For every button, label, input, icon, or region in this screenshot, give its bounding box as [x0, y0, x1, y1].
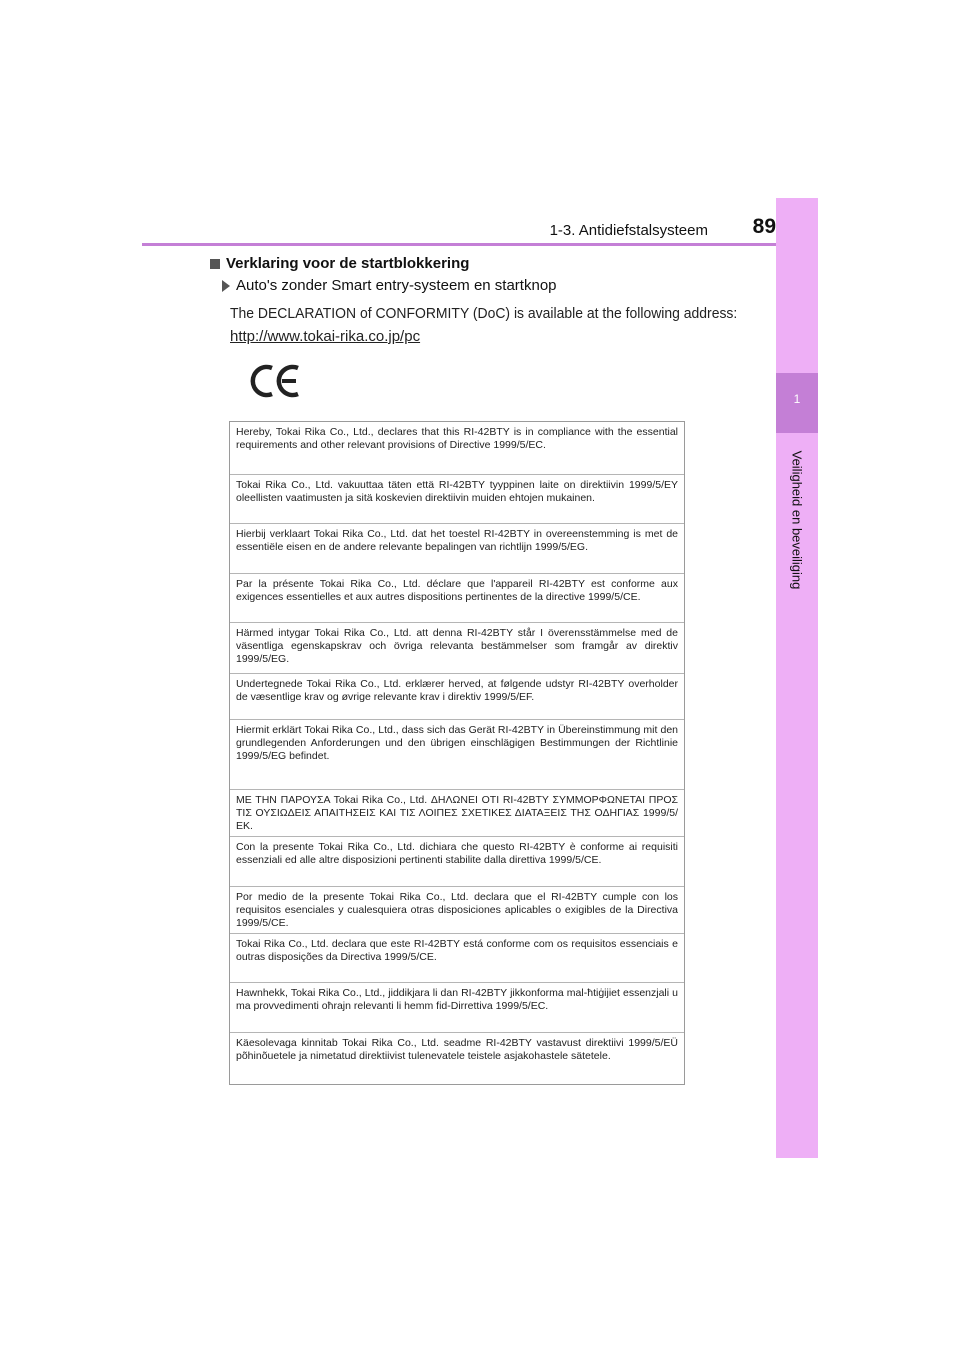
- declaration-es: Por medio de la presente Tokai Rika Co., Ltd. declara que el RI-42BTY cumple con los requisitos esenciales y cualesquiera otras disposiciones aplicables o exigibles de la Directiva 1999/5/CE.: [230, 886, 684, 933]
- declaration-mt: Hawnhekk, Tokai Rika Co., Ltd., jiddikjara li dan RI-42BTY jikkonforma mal-ħtiġijiet essenzjali u ma provvedimenti oħrajn relevanti li hemm fid-Dirrettiva 1999/5/EC.: [230, 982, 684, 1032]
- section-heading: [210, 255, 469, 272]
- declaration-fi: Tokai Rika Co., Ltd. vakuuttaa täten että RI-42BTY tyyppinen laite on direktiivin 1999/5/EY oleellisten vaatimusten ja sitä koskevien direktiivin muiden ehtojen mukainen.: [230, 474, 684, 523]
- chapter-label: Veiligheid en beveiliging: [789, 450, 805, 590]
- chapter-side-tab: [776, 198, 818, 1158]
- declaration-it: Con la presente Tokai Rika Co., Ltd. dichiara che questo RI-42BTY è conforme ai requisiti essenziali ed alle altre disposizioni pertinenti stabilite dalla direttiva 1999/5/CE.: [230, 836, 684, 886]
- declaration-nl: Hierbij verklaart Tokai Rika Co., Ltd. dat het toestel RI-42BTY in overeenstemming is met de essentiële eisen en de andere relevante bepalingen van richtlijn 1999/5/EG.: [230, 523, 684, 573]
- subheading-text: Auto's zonder Smart entry-systeem en startknop: [236, 277, 557, 294]
- doc-url-link[interactable]: http://www.tokai-rika.co.jp/pc: [230, 328, 421, 345]
- page-number: 89: [752, 215, 776, 238]
- arrow-right-icon: [222, 280, 230, 292]
- ce-mark-icon: [248, 362, 302, 400]
- declaration-de: Hiermit erklärt Tokai Rika Co., Ltd., dass sich das Gerät RI-42BTY in Übereinstimmung mit den grundlegenden Anforderungen und den übrigen einschlägigen Bestimmungen der Richtlinie 1999/5/EG befindet.: [230, 719, 684, 789]
- doc-statement: The DECLARATION of CONFORMITY (DoC) is available at the following address:: [230, 305, 738, 322]
- declaration-et: Käesolevaga kinnitab Tokai Rika Co., Ltd. seadme RI-42BTY vastavust direktiivi 1999/5/EÜ põhinõuetele ja nimetatud direktiivist tulenevatele teistele asjakohastele sätetele.: [230, 1032, 684, 1086]
- declaration-da: Undertegnede Tokai Rika Co., Ltd. erklærer herved, at følgende udstyr RI-42BTY overholder de væsentlige krav og øvrige relevante krav i direktiv 1999/5/EF.: [230, 673, 684, 719]
- declaration-pt: Tokai Rika Co., Ltd. declara que este RI-42BTY está conforme com os requisitos essenciais e outras disposições da Directiva 1999/5/CE.: [230, 933, 684, 982]
- declaration-fr: Par la présente Tokai Rika Co., Ltd. déclare que l'appareil RI-42BTY est conforme aux exigences essentielles et aux autres dispositions pertinentes de la directive 1999/5/CE.: [230, 573, 684, 622]
- square-bullet-icon: [210, 259, 220, 269]
- declaration-table: [229, 421, 685, 1085]
- section-title: 1-3. Antidiefstalsysteem: [549, 222, 708, 239]
- subheading: [222, 277, 557, 294]
- chapter-number: 1: [793, 392, 801, 406]
- declaration-en: Hereby, Tokai Rika Co., Ltd., declares that this RI-42BTY is in compliance with the essential requirements and other relevant provisions of Directive 1999/5/EC.: [236, 426, 678, 452]
- declaration-sv: Härmed intygar Tokai Rika Co., Ltd. att denna RI-42BTY står I överensstämmelse med de väsentliga egenskapskrav och övriga relevanta bestämmelser som framgår av direktiv 1999/5/EG.: [230, 622, 684, 673]
- declaration-el: ΜΕ ΤΗΝ ΠΑΡΟΥΣΑ Tokai Rika Co., Ltd. ΔΗΛΩΝΕΙ ΟΤΙ RI-42BTY ΣΥΜΜΟΡΦΩΝΕΤΑΙ ΠΡΟΣ ΤΙΣ ΟΥΣΙΩΔΕΙΣ ΑΠΑΙΤΗΣΕΙΣ ΚΑΙ ΤΙΣ ΛΟΙΠΕΣ ΣΧΕΤΙΚΕΣ ΔΙΑΤΑΞΕΙΣ ΤΗΣ ΟΔΗΓΙΑΣ 1999/5/ΕΚ.: [230, 789, 684, 836]
- header-divider: [142, 243, 818, 246]
- heading-text: Verklaring voor de startblokkering: [226, 255, 470, 272]
